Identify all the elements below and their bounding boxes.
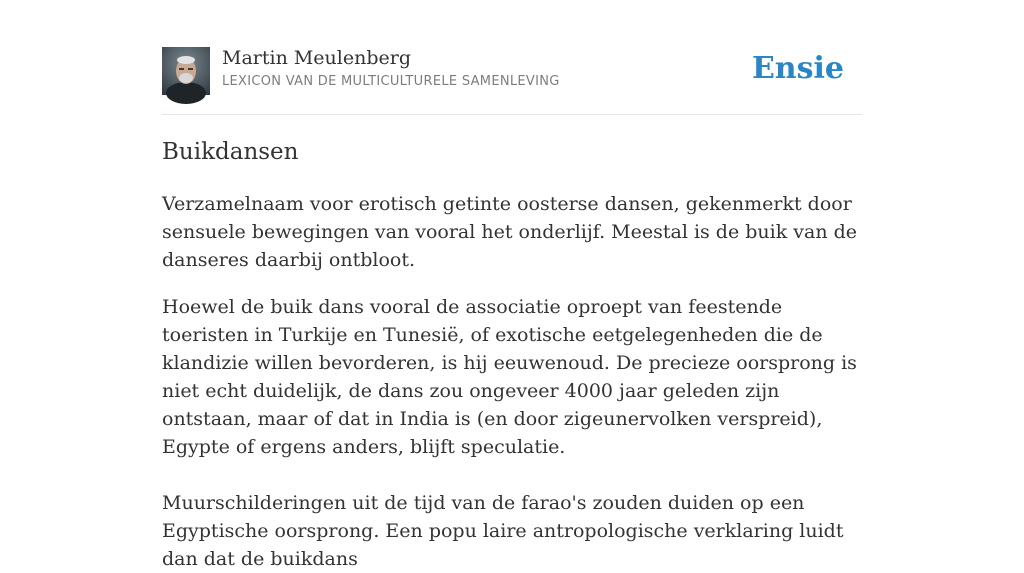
- author-name[interactable]: Martin Meulenberg: [222, 47, 411, 69]
- article: [162, 136, 862, 573]
- article-paragraph: Muurschilderingen uit de tijd van de farao's zouden duiden op een Egyptische oorsprong. Een popu laire antropologische verklaring luidt dan dat de buikdans: [162, 492, 844, 570]
- avatar[interactable]: [162, 47, 210, 95]
- header: [162, 46, 862, 115]
- article-title: Buikdansen: [162, 139, 299, 165]
- lexicon-name[interactable]: LEXICON VAN DE MULTICULTURELE SAMENLEVING: [222, 74, 560, 89]
- article-paragraph: Verzamelnaam voor erotisch getinte oosterse dansen, gekenmerkt door sensuele bewegingen van vooral het onderlijf. Meestal is de buik van de danseres daarbij ontbloot.: [162, 193, 858, 271]
- ensie-logo[interactable]: Ensie: [751, 51, 844, 86]
- article-paragraph: Hoewel de buik dans vooral de associatie oproept van feestende toeristen in Turkije en Tunesië, of exotische eetgelegenheden die de klandizie willen bevorderen, is hij eeuwenoud. De precieze oorsprong is niet echt duidelijk, de dans zou ongeveer 4000 jaar geleden zijn ontstaan, maar of dat in India is (en door zigeunervolken verspreid), Egypte of ergens anders, blijft speculatie.: [162, 296, 857, 458]
- author-photo: [162, 47, 210, 95]
